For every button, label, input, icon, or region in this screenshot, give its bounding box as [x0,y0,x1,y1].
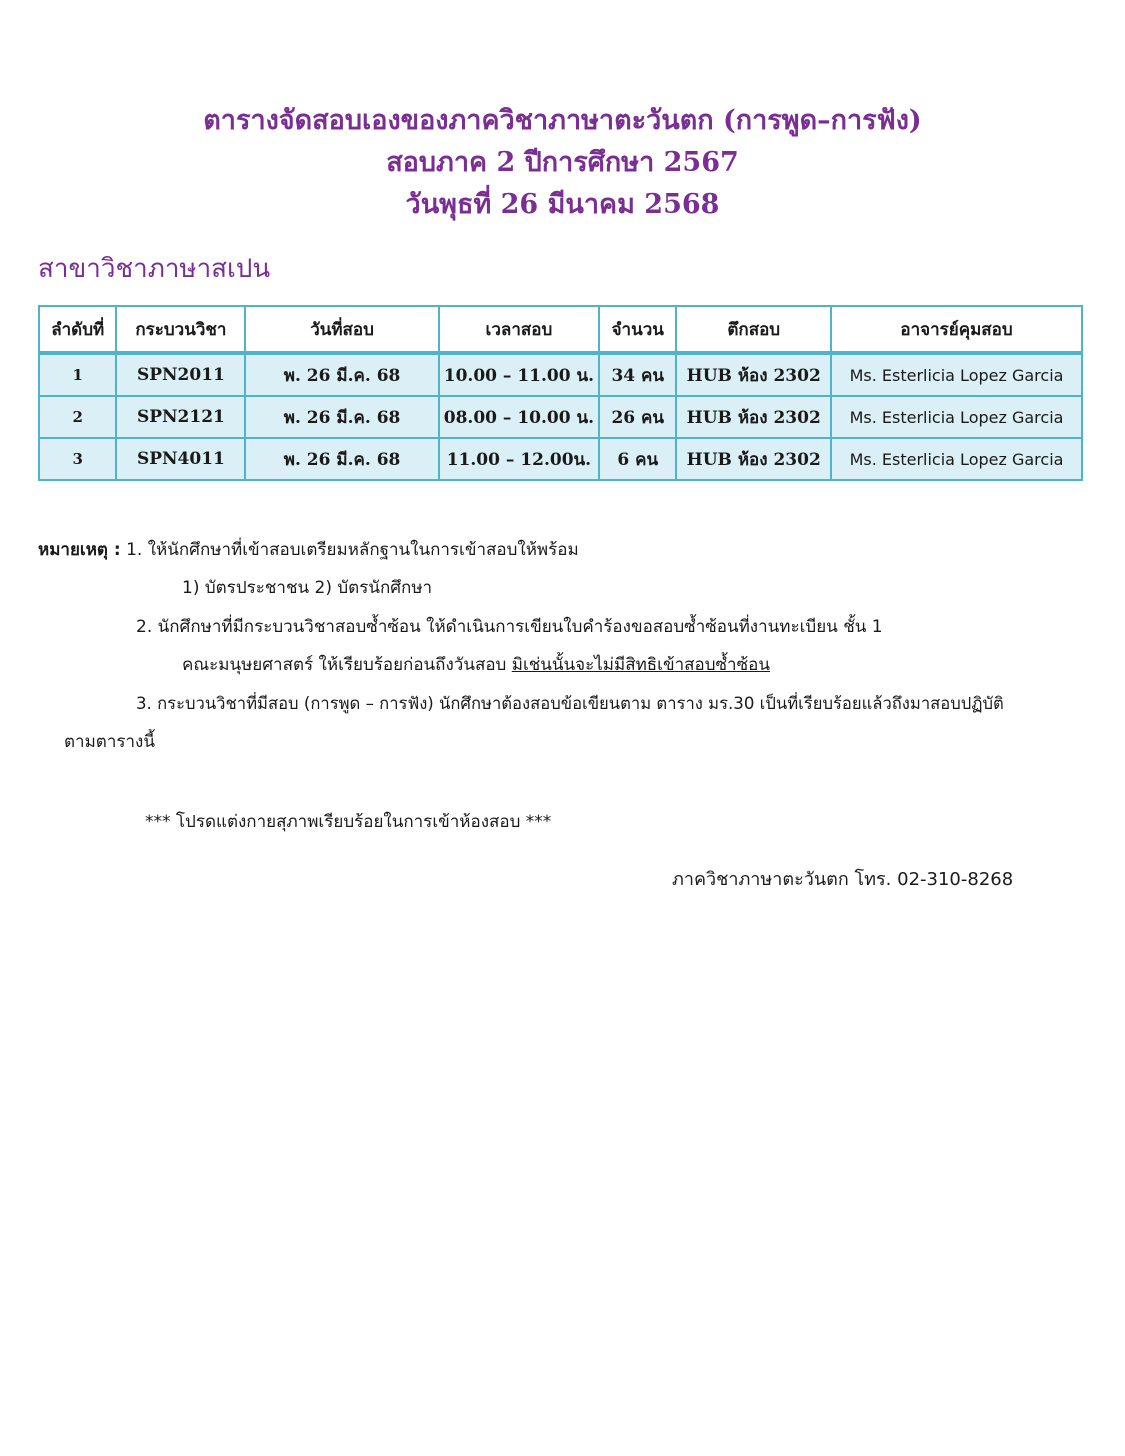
notes-label: หมายเหตุ : [38,540,121,560]
cell-order: 2 [39,396,116,438]
cell-exam-date: พ. 26 มี.ค. 68 [245,396,438,438]
cell-exam-time: 11.00 – 12.00น. [439,438,599,480]
header-exam-date: วันที่สอบ [245,306,438,353]
header-course: กระบวนวิชา [116,306,245,353]
dress-code-note: *** โปรดแต่งกายสุภาพเรียบร้อยในการเข้าห้องสอบ *** [145,812,552,832]
note-item-2-warning: มิเช่นนั้นจะไม่มีสิทธิเข้าสอบซ้ำซ้อน [511,655,770,675]
cell-building: HUB ห้อง 2302 [676,396,831,438]
table-header-row [39,306,1082,353]
table-row [39,438,1082,480]
cell-count: 6 คน [599,438,676,480]
cell-proctor: Ms. Esterlicia Lopez Garcia [831,438,1082,480]
cell-proctor: Ms. Esterlicia Lopez Garcia [831,396,1082,438]
header-order: ลำดับที่ [39,306,116,353]
table-row [39,396,1082,438]
cell-building: HUB ห้อง 2302 [676,438,831,480]
note-item-1 [38,540,579,560]
cell-exam-time: 08.00 – 10.00 น. [439,396,599,438]
note-item-3-line-1: 3. กระบวนวิชาที่มีสอบ (การพูด – การฟัง) นักศึกษาต้องสอบข้อเขียนตาม ตาราง มร.30 เป็นที่เรียบร้อยแล้วถึงมาสอบปฏิบัติ [136,694,1004,713]
cell-exam-date: พ. 26 มี.ค. 68 [245,353,438,396]
cell-course: SPN2121 [116,396,245,438]
header-count: จำนวน [599,306,676,353]
cell-order: 3 [39,438,116,480]
cell-exam-time: 10.00 – 11.00 น. [439,353,599,396]
title-line-1: ตารางจัดสอบเองของภาควิชาภาษาตะวันตก (การพูด–การฟัง) [203,105,922,136]
note-item-2-line-2 [182,655,770,675]
cell-count: 34 คน [599,353,676,396]
title-line-2: สอบภาค 2 ปีการศึกษา 2567 [386,147,739,178]
title-line-3: วันพุธที่ 26 มีนาคม 2568 [405,189,720,220]
cell-course: SPN2011 [116,353,245,396]
note-item-1-sub: 1) บัตรประชาชน 2) บัตรนักศึกษา [182,578,433,598]
cell-course: SPN4011 [116,438,245,480]
header-building: ตึกสอบ [676,306,831,353]
header-exam-time: เวลาสอบ [439,306,599,353]
note-item-2-line-1: 2. นักศึกษาที่มีกระบวนวิชาสอบซ้ำซ้อน ให้ดำเนินการเขียนใบคำร้องขอสอบซ้ำซ้อนที่งานทะเบียน ชั้น 1 [136,617,883,637]
section-heading: สาขาวิชาภาษาสเปน [38,254,271,284]
exam-schedule-table [38,305,1083,481]
note-item-1-text: 1. ให้นักศึกษาที่เข้าสอบเตรียมหลักฐานในการเข้าสอบให้พร้อม [126,540,579,560]
document-title [0,100,1125,226]
note-item-2-text: คณะมนุษยศาสตร์ ให้เรียบร้อยก่อนถึงวันสอบ [182,655,512,675]
cell-proctor: Ms. Esterlicia Lopez Garcia [831,353,1082,396]
cell-exam-date: พ. 26 มี.ค. 68 [245,438,438,480]
note-item-3-line-2: ตามตารางนี้ [64,732,155,752]
cell-order: 1 [39,353,116,396]
contact-info: ภาควิชาภาษาตะวันตก โทร. 02-310-8268 [672,869,1014,890]
cell-count: 26 คน [599,396,676,438]
header-proctor: อาจารย์คุมสอบ [831,306,1082,353]
cell-building: HUB ห้อง 2302 [676,353,831,396]
table-row [39,353,1082,396]
